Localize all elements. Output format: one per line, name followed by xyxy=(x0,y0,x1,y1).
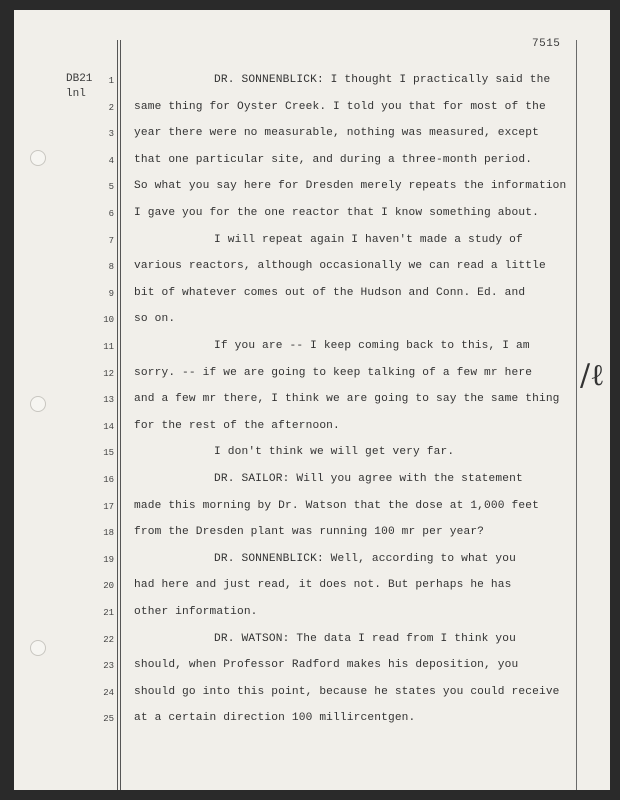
transcript-line: So what you say here for Dresden merely repeats the information xyxy=(134,180,567,193)
line-number: 11 xyxy=(103,342,114,352)
transcript-line: If you are -- I keep coming back to this, I am xyxy=(214,340,530,352)
left-margin-rule xyxy=(117,40,118,790)
line-number: 15 xyxy=(103,448,114,459)
transcript-line: I don't think we will get very far. xyxy=(214,446,455,459)
line-number: 22 xyxy=(103,634,114,645)
transcript-line: at a certain direction 100 millircentgen. xyxy=(134,712,416,725)
line-number: 13 xyxy=(103,395,114,406)
left-margin-rule xyxy=(120,40,121,790)
transcript-line: had here and just read, it does not. But perhaps he has xyxy=(134,579,512,592)
line-number: 24 xyxy=(103,687,114,698)
transcript-line: DR. WATSON: The data I read from I think you xyxy=(214,632,516,645)
handwritten-margin-mark: /ℓ xyxy=(580,358,605,393)
transcript-page xyxy=(14,10,610,790)
transcript-line: same thing for Oyster Creek. I told you that for most of the xyxy=(134,100,546,113)
line-number: 18 xyxy=(103,528,114,539)
line-number: 7 xyxy=(108,235,114,246)
transcript-line: bit of whatever comes out of the Hudson and Conn. Ed. and xyxy=(134,286,526,299)
line-number: 25 xyxy=(103,714,114,725)
line-number: 14 xyxy=(103,421,114,432)
transcript-line: DR. SONNENBLICK: I thought I practically said the xyxy=(214,74,551,86)
line-number: 4 xyxy=(108,155,114,166)
reporter-code-line: DB21 xyxy=(66,73,93,85)
transcript-line: year there were no measurable, nothing was measured, except xyxy=(134,127,539,140)
line-number: 12 xyxy=(103,368,114,379)
line-number: 16 xyxy=(103,475,114,485)
transcript-line: should, when Professor Radford makes his deposition, you xyxy=(134,659,519,672)
line-number: 17 xyxy=(103,501,114,512)
line-number: 9 xyxy=(108,288,114,299)
binder-hole xyxy=(30,640,46,656)
binder-hole xyxy=(30,396,46,412)
binder-hole xyxy=(30,150,46,166)
reporter-code xyxy=(66,72,92,102)
transcript-line: made this morning by Dr. Watson that the dose at 1,000 feet xyxy=(134,499,539,512)
page-number: 7515 xyxy=(532,38,561,50)
transcript-line: from the Dresden plant was running 100 mr per year? xyxy=(134,526,485,539)
transcript-line: and a few mr there, I think we are going to say the same thing xyxy=(134,393,560,406)
transcript-line: various reactors, although occasionally we can read a little xyxy=(134,260,546,273)
transcript-line: that one particular site, and during a three-month period. xyxy=(134,153,533,166)
transcript-line: for the rest of the afternoon. xyxy=(134,419,340,432)
line-number: 3 xyxy=(108,129,114,140)
line-number: 8 xyxy=(108,262,114,273)
transcript-line: other information. xyxy=(134,606,258,618)
transcript-line: so on. xyxy=(134,313,176,326)
line-number: 6 xyxy=(108,209,114,219)
line-number: 23 xyxy=(103,661,114,672)
reporter-code-line: lnl xyxy=(66,88,86,100)
line-number: 21 xyxy=(103,608,114,618)
line-number: 19 xyxy=(103,554,114,565)
line-number: 10 xyxy=(103,315,114,326)
transcript-line: DR. SONNENBLICK: Well, according to what you xyxy=(214,552,516,565)
line-number: 2 xyxy=(108,102,114,113)
transcript-line: should go into this point, because he states you could receive xyxy=(134,685,560,698)
transcript-line: I gave you for the one reactor that I know something about. xyxy=(134,207,539,219)
transcript-line: DR. SAILOR: Will you agree with the statement xyxy=(214,473,523,485)
transcript-line: sorry. -- if we are going to keep talking of a few mr here xyxy=(134,366,533,379)
line-number: 5 xyxy=(108,182,114,193)
right-margin-rule xyxy=(576,40,577,790)
line-number: 1 xyxy=(108,76,114,86)
transcript-line: I will repeat again I haven't made a study of xyxy=(214,233,523,246)
line-number: 20 xyxy=(103,581,114,592)
